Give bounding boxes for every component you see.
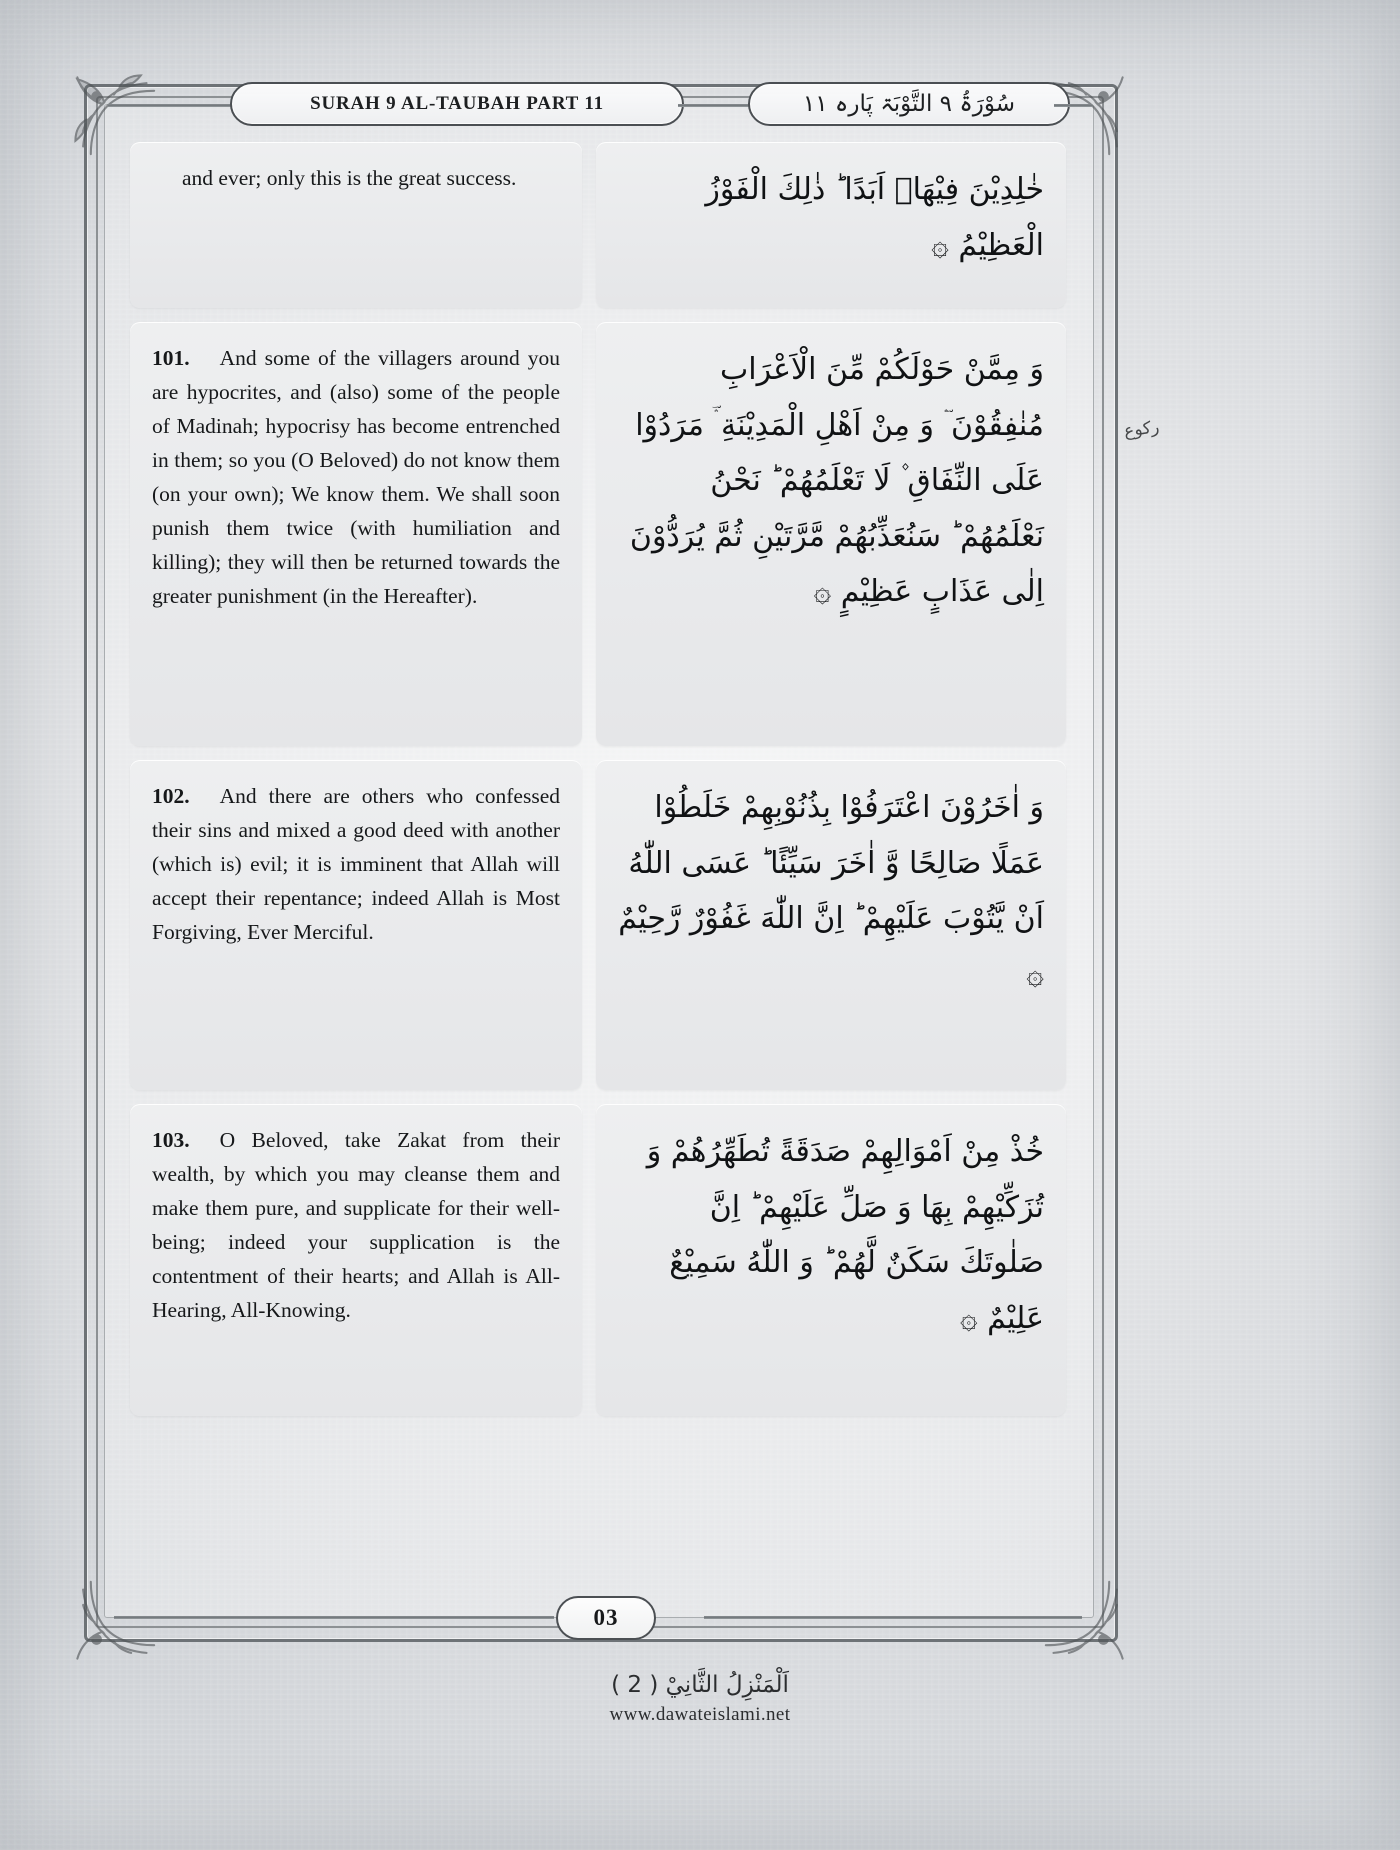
verse-english-cell (130, 760, 582, 1090)
verse-english-text: and ever; only this is the great success. (182, 166, 517, 190)
verse-row (130, 760, 1066, 1090)
header-rule-right (1054, 104, 1092, 107)
footer-rule-left (114, 1616, 554, 1619)
footer-rule-right (704, 1616, 1082, 1619)
verse-row (130, 142, 1066, 308)
verse-row (130, 1104, 1066, 1416)
ruku-marker: رکوع (1122, 417, 1161, 442)
website-url: www.dawateislami.net (609, 1704, 791, 1725)
verse-english-cell (130, 142, 582, 308)
verse-english-text: O Beloved, take Zakat from their wealth, by which you may cleanse them and make them pure, and supplicate for their well-being; indeed your supplication is the contentment of their hearts; and Allah is All-Hearing, All-Knowing. (152, 1128, 560, 1322)
surah-title-arabic-text: سُوْرَۃُ ٩ التَّوْبَۃ پَارہ ١١ (802, 91, 1016, 117)
surah-title-cartouche (230, 82, 684, 126)
page-header (104, 82, 1092, 128)
verse-english-text: And there are others who confessed their sins and mixed a good deed with another (which is) evil; it is imminent that Allah will accept their repentance; indeed Allah is Most Forgiving, Ever Merciful. (152, 784, 560, 944)
verse-number: 101. (152, 346, 190, 370)
verse-arabic-cell: خٰلِدِيْنَ فِيْهَاۤ اَبَدًا ؕ ذٰلِكَ الْفَوْزُ الْعَظِيْمُ ۞ (596, 142, 1066, 308)
verse-arabic-cell: وَ اٰخَرُوْنَ اعْتَرَفُوْا بِذُنُوْبِهِمْ خَلَطُوْا عَمَلًا صَالِحًا وَّ اٰخَرَ سَيِّئًا ؕ عَسَى اللّٰهُ اَنْ يَّتُوْبَ عَلَيْهِمْ ؕ اِنَّ اللّٰهَ غَفُوْرٌ رَّحِيْمٌ ۞ (596, 760, 1066, 1090)
verse-english-cell (130, 322, 582, 746)
verse-english-text: And some of the villagers around you are hypocrites, and (also) some of the people of Madinah; hypocrisy has become entrenched in them; so you (O Beloved) do not know them (on your own); We know them. We shall soon punish them twice (with humiliation and killing); they will then be returned towards the greater punishment (in the Hereafter). (152, 346, 560, 608)
surah-title-text: SURAH 9 AL-TAUBAH PART 11 (310, 93, 604, 114)
verse-number: 103. (152, 1128, 190, 1152)
verse-list (130, 142, 1066, 1430)
verse-english-cell (130, 1104, 582, 1416)
verse-row (130, 322, 1066, 746)
header-rule-left (108, 104, 238, 107)
page-number-badge: 03 (556, 1596, 656, 1640)
page-footer (104, 1594, 1092, 1640)
verse-arabic-cell: خُذْ مِنْ اَمْوَالِهِمْ صَدَقَةً تُطَهِّرُهُمْ وَ تُزَكِّيْهِمْ بِهَا وَ صَلِّ عَلَيْهِمْ ؕ اِنَّ صَلٰوتَكَ سَكَنٌ لَّهُمْ ؕ وَ اللّٰهُ سَمِيْعٌ عَلِيْمٌ ۞ (596, 1104, 1066, 1416)
footer-meta (0, 1672, 1400, 1726)
verse-number: 102. (152, 784, 190, 808)
verse-arabic-cell: وَ مِمَّنْ حَوْلَكُمْ مِّنَ الْاَعْرَابِ مُنٰفِقُوْنَ ؔۛ وَ مِنْ اَهْلِ الْمَدِيْنَةِ ۛؔ مَرَدُوْا عَلَى النِّفَاقِ ۫ لَا تَعْلَمُهُمْ ؕ نَحْنُ نَعْلَمُهُمْ ؕ سَنُعَذِّبُهُمْ مَّرَّتَيْنِ ثُمَّ يُرَدُّوْنَ اِلٰى عَذَابٍ عَظِيْمٍ ۞ (596, 322, 1066, 746)
manzil-label: اَلْمَنْزِلُ الثَّانِيْ ( 2 ) (611, 1672, 789, 1698)
header-rule-middle (678, 104, 754, 107)
surah-title-cartouche-arabic (748, 82, 1070, 126)
